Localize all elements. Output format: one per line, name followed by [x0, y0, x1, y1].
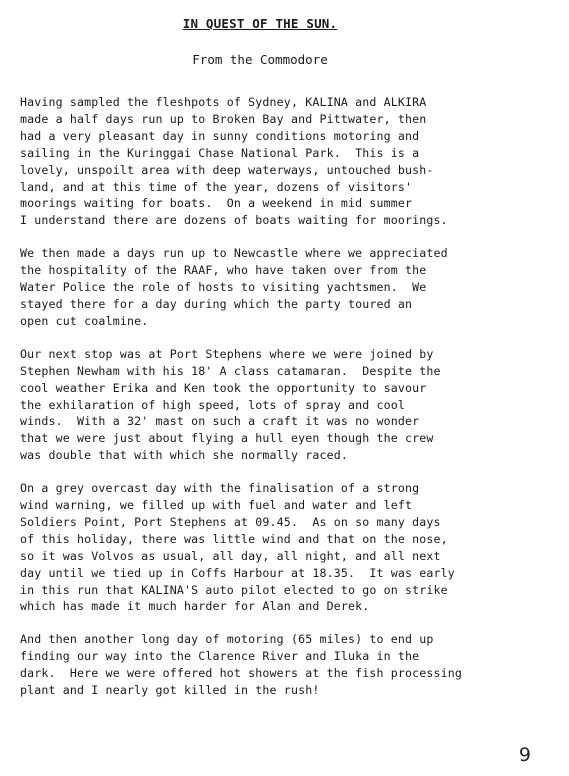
text-line: wind warning, we filled up with fuel and water and left [20, 498, 413, 513]
text-line: finding our way into the Clarence River and Iluka in the [20, 649, 420, 664]
paragraph [20, 480, 550, 615]
paragraph [20, 346, 550, 464]
text-line: had a very pleasant day in sunny conditions motoring and [20, 128, 420, 143]
paragraph [20, 94, 550, 229]
text-line: plant and I nearly got killed in the rush! [20, 683, 320, 698]
article-body [20, 94, 550, 715]
text-line: in this run that KALINA'S auto pilot elected to go on strike [20, 582, 448, 597]
text-line: the exhilaration of high speed, lots of spray and cool [20, 397, 406, 412]
text-line: open cut coalmine. [20, 313, 149, 328]
text-line: day until we tied up in Coffs Harbour at 18.35. It was early [20, 565, 455, 580]
article-title: IN QUEST OF THE SUN. [182, 16, 338, 31]
text-line: moorings waiting for boats. On a weekend in mid summer [20, 196, 413, 211]
text-line: I understand there are dozens of boats waiting for moorings. [20, 213, 448, 228]
text-line: On a grey overcast day with the finalisation of a strong [20, 481, 420, 496]
paragraph [20, 245, 550, 330]
text-line: Our next stop was at Port Stephens where we were joined by [20, 346, 434, 361]
text-line: that we were just about flying a hull eyen though the crew [20, 431, 434, 446]
text-line: Soldiers Point, Port Stephens at 09.45. As on so many days [20, 514, 441, 529]
text-line: We then made a days run up to Newcastle where we appreciated [20, 246, 448, 261]
text-line: dark. Here we were offered hot showers at the fish processing [20, 666, 463, 681]
text-line: winds. With a 32' mast on such a craft it was no wonder [20, 414, 420, 429]
text-line: Having sampled the fleshpots of Sydney, KALINA and ALKIRA [20, 95, 427, 109]
article-byline: From the Commodore [192, 52, 328, 67]
text-line: stayed there for a day during which the party toured an [20, 296, 413, 311]
page-number: 9 [518, 744, 531, 766]
text-line: made a half days run up to Broken Bay and Pittwater, then [20, 111, 427, 126]
text-line: was double that with which she normally raced. [20, 448, 348, 463]
text-line: Water Police the role of hosts to visiting yachtsmen. We [20, 280, 427, 295]
text-line: of this holiday, there was little wind and that on the nose, [20, 531, 448, 546]
text-line: land, and at this time of the year, dozens of visitors' [20, 179, 413, 194]
paragraph [20, 631, 550, 699]
text-line: cool weather Erika and Ken took the opportunity to savour [20, 380, 427, 395]
text-line: And then another long day of motoring (65 miles) to end up [20, 632, 434, 647]
text-line: sailing in the Kuringgai Chase National Park. This is a [20, 145, 420, 160]
text-line: which has made it much harder for Alan and Derek. [20, 599, 370, 614]
text-line: the hospitality of the RAAF, who have taken over from the [20, 263, 427, 278]
text-line: Stephen Newham with his 18' A class catamaran. Despite the [20, 363, 441, 378]
text-line: so it was Volvos as usual, all day, all night, and all next [20, 548, 441, 563]
text-line: lovely, unspoilt area with deep waterways, untouched bush- [20, 162, 434, 177]
